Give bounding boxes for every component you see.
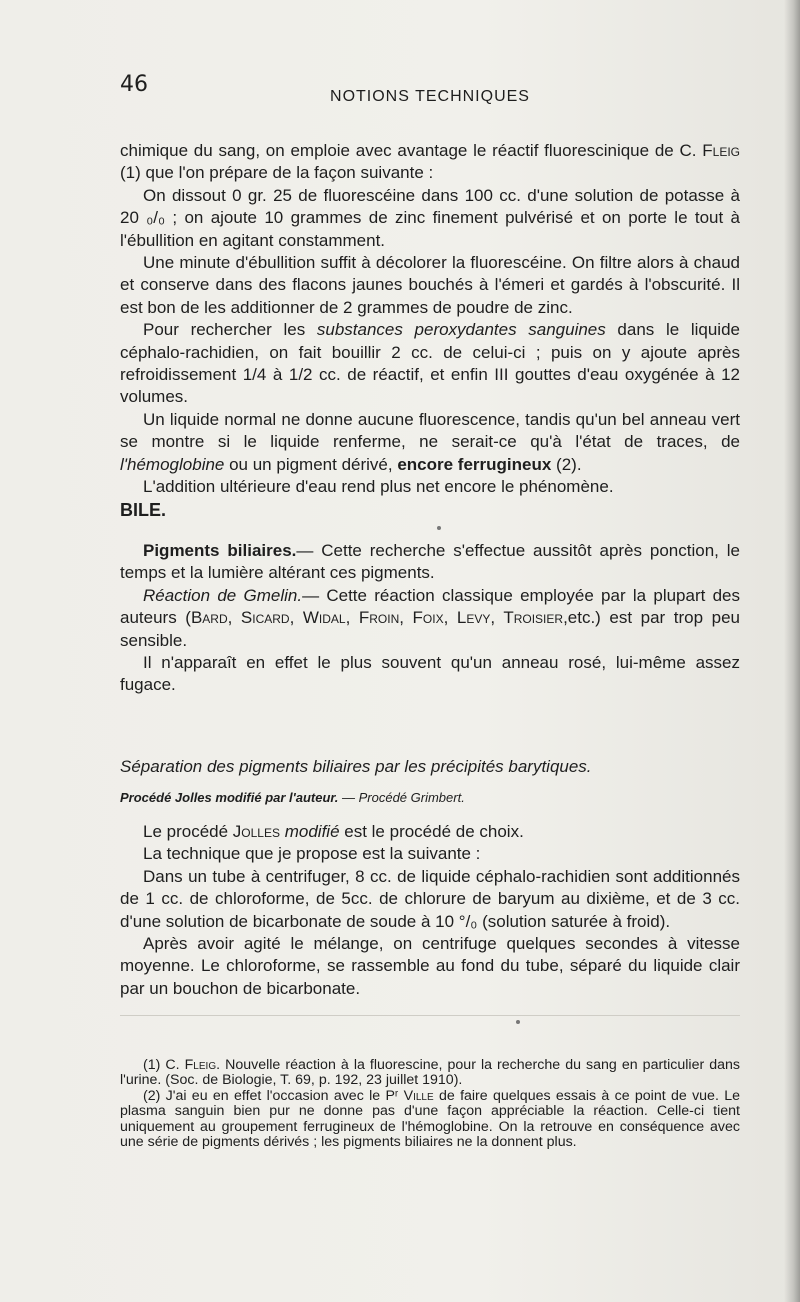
text-span: — Cette réaction classique employée par la plupart des auteurs (: [120, 585, 741, 628]
ink-speck: [516, 1020, 520, 1024]
bold-term: Pigments biliaires.: [143, 541, 297, 560]
text-span: ou un pigment dérivé,: [224, 454, 398, 474]
footnote-rule: [120, 1015, 740, 1016]
text-span: Le procédé: [143, 822, 233, 841]
subsection-title: Séparation des pigments biliaires par les précipités barytiques.: [120, 757, 592, 776]
running-head: NOTIONS TECHNIQUES: [330, 88, 530, 105]
page-edge-shadow: [784, 0, 800, 1302]
footnote-2: [120, 1089, 740, 1151]
footnote-1: [120, 1058, 740, 1089]
text-span: Un liquide normal ne donne aucune fluorescence, tandis qu'un bel anneau vert se montre si le liquide renferme, ne serait-ce qu'à l'état de traces, de: [120, 409, 740, 452]
italic-term: l'hémoglobine: [120, 454, 225, 474]
text-span: (2) J'ai eu en effet l'occasion avec le Pʳ: [143, 1087, 404, 1104]
text-span: . Nouvelle réaction à la fluorescine, pour la recherche du sang en particulier dans l'urine. (Soc. de Biologie, T. 69, p. 192, 23 juillet 1910).: [120, 1057, 740, 1089]
author-names: Bard, Sicard, Widal, Froin, Foix, Levy, Troisier: [190, 608, 564, 628]
ink-speck: [437, 526, 441, 530]
paragraph: Il n'apparaît en effet le plus souvent qu'un anneau rosé, lui-même assez fugace.: [120, 653, 740, 695]
bile-block: [120, 540, 740, 697]
paragraph: Une minute d'ébullition suffit à décolorer la fluorescéine. On filtre alors à chaud et conserve dans des flacons jaunes bouchés à l'émeri et gardés à l'obscurité. Il est bon de les additionner de 2 grammes de poudre de zinc.: [120, 253, 740, 317]
paragraph: [120, 409, 740, 476]
text-span: — Cette recherche s'effectue aussitôt après ponction, le temps et la lumière altérant ces pigments.: [120, 541, 740, 583]
section-title-bile: BILE.: [120, 500, 167, 520]
procedure-name: Procédé Jolles modifié par l'auteur.: [120, 790, 339, 805]
text-span: dans le liquide céphalo-rachidien, on fait bouillir 2 cc. de celui-ci ; puis on y ajoute après refroidissement 1/4 à 1/2 cc. de réactif, et enfin III gouttes d'eau oxygénée à 12 volumes.: [120, 320, 740, 407]
text-span: chimique du sang, on emploie avec avantage le réactif fluorescinique de C.: [120, 141, 703, 160]
paragraph: La technique que je propose est la suivante :: [143, 844, 481, 864]
author-name: Ville: [403, 1087, 434, 1104]
bold-term: encore ferrugineux: [397, 454, 552, 474]
text-span: (1) que l'on prépare de la façon suivante :: [120, 163, 434, 183]
paragraph: Après avoir agité le mélange, on centrifuge quelques secondes à vitesse moyenne. Le chloroforme, se rassemble au fond du tube, séparé du liquide clair par un bouchon de bicarbonate.: [120, 934, 740, 998]
text-span: (2).: [551, 454, 582, 474]
author-name: Jolles: [232, 822, 280, 841]
author-name: Fleig: [702, 141, 740, 160]
separation-block: [120, 821, 740, 1000]
paragraph: [120, 540, 740, 585]
paragraph: [120, 821, 740, 843]
paragraph: Dans un tube à centrifuger, 8 cc. de liquide céphalo-rachidien sont additionnés de 1 cc. de chloroforme, de 5cc. de chlorure de baryum au dixième, et de 3 cc. d'une solution de bicarbonate de soude à 10 °/₀ (solution saturée à froid).: [120, 866, 740, 931]
page-header: [120, 72, 740, 106]
paragraph: [120, 585, 740, 652]
italic-term: modifié: [280, 822, 340, 841]
text-span: est le procédé de choix.: [339, 822, 524, 841]
text-span: de faire quelques essais à ce point de vue. Le plasma sanguin bien pur ne donne pas d'une façon appréciable la réaction. Celle-ci tient uniquement au groupement ferrugineux de l'hémoglobine. On la retrouve en conséquence avec une série de pigments dérivés ; les pigments biliaires ne la donnent plus.: [120, 1087, 740, 1151]
paragraph: [120, 140, 740, 185]
italic-term: substances peroxydantes sanguines: [316, 320, 606, 340]
text-span: Pour rechercher les: [143, 320, 317, 340]
author-name: Fleig: [184, 1057, 217, 1073]
italic-term: Réaction de Gmelin.: [143, 585, 303, 605]
opening-block: [120, 140, 740, 499]
procedure-alt: — Procédé Grimbert.: [338, 790, 465, 805]
footnotes: [120, 1058, 740, 1150]
paragraph: On dissout 0 gr. 25 de fluorescéine dans 100 cc. d'une solution de potasse à 20 ₀/₀ ; on ajoute 10 grammes de zinc finement pulvérisé et on porte le tout à l'ébullition en agitant constamment.: [120, 185, 740, 250]
text-span: ,etc.) est par trop peu sensible.: [120, 608, 741, 650]
page-number: 46: [120, 72, 148, 97]
paragraph: [120, 319, 740, 409]
paragraph: L'addition ultérieure d'eau rend plus net encore le phénomène.: [143, 477, 614, 497]
procedure-subtitle: [120, 790, 740, 805]
text-span: (1) C.: [143, 1057, 185, 1073]
